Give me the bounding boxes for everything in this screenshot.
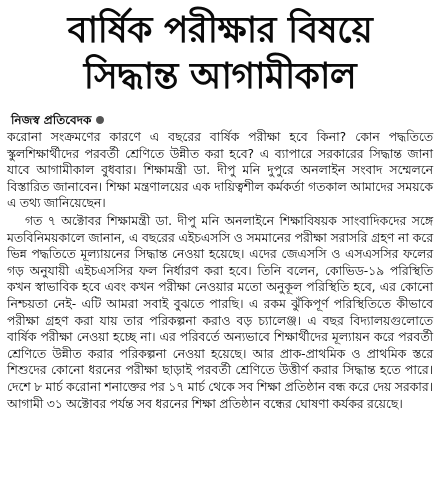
headline-line-2: সিদ্ধান্ত আগামীকাল [83,56,357,97]
headline-line-1: বার্ষিক পরীক্ষার বিষয়ে [67,10,373,51]
byline: নিজস্ব প্রতিবেদক [11,113,92,127]
headline [5,0,435,100]
body-paragraph-2: গত ৭ অক্টোবর শিক্ষামন্ত্রী ডা. দীপু মনি অনলাইনে শিক্ষাবিষয়ক সাংবাদিকদের সঙ্গে মতবিনিময়কালে জানান, এ বছরের এইচএসসি ও সমমানের পরীক্ষা সরাসরি গ্রহণ না করে ভিন্ন পদ্ধতিতে মূল্যায়নের সিদ্ধান্ত নেওয়া হয়েছে। এদের জেএসসি ও এসএসসির ফলের গড় অনুযায়ী এইচএসসির ফল নির্ধারণ করা হবে। তিনি বলেন, কোভিড-১৯ পরিস্থিতি কখন স্বাভাবিক হবে এবং কখন পরীক্ষা নেওয়ার মতো অনুকূল পরিস্থিতি হবে, এর কোনো নিশ্চয়তা নেই- এটি আমরা সবাই বুঝতে পারছি। এ রকম ঝুঁকিপূর্ণ পরিস্থিতিতে কীভাবে পরীক্ষা গ্রহণ করা যায় তার পরিকল্পনা করাও বড় চ্যালেঞ্জ। এ বছর বিদ্যালয়গুলোতে বার্ষিক পরীক্ষা নেওয়া হচ্ছে না। এর পরিবর্তে অন্যভাবে শিক্ষার্থীদের মূল্যায়ন করে পরবর্তী শ্রেণিতে উন্নীত করার পরিকল্পনা নেওয়া হয়েছে। আর প্রাক-প্রাথমিক ও প্রাথমিক স্তরে শিশুদের কোনো ধরনের পরীক্ষা ছাড়াই পরবর্তী শ্রেণিতে উত্তীর্ণ করার সিদ্ধান্ত হতে পারে। দেশে ৮ মার্চ করোনা শনাক্তের পর ১৭ মার্চ থেকে সব শিক্ষা প্রতিষ্ঠান বন্ধ করে দেয় সরকার। আগামী ৩১ অক্টোবর পর্যন্ত সব ধরনের শিক্ষা প্রতিষ্ঠান বন্ধের ঘোষণা কর্যকর রয়েছে। [7,213,433,411]
bullet-dot-icon [96,116,104,124]
body-paragraph-1: করোনা সংক্রমণের কারণে এ বছরের বার্ষিক পরীক্ষা হবে কিনা? কোন পদ্ধতিতে স্কুলশিক্ষার্থীদের পরবর্তী শ্রেণিতে উন্নীত করা হবে? এ ব্যাপারে সরকারের সিদ্ধান্ত জানা যাবে আগামীকাল বুধবার। শিক্ষামন্ত্রী ডা. দীপু মনি দুপুরে অনলাইন সংবাদ সম্মেলনে বিস্তারিত জানাবেন। শিক্ষা মন্ত্রণালয়ের এক দায়িত্বশীল কর্মকর্তা গতকাল আমাদের সময়কে এ তথ্য জানিয়েছেন। [7,130,433,211]
byline-row [5,112,435,128]
